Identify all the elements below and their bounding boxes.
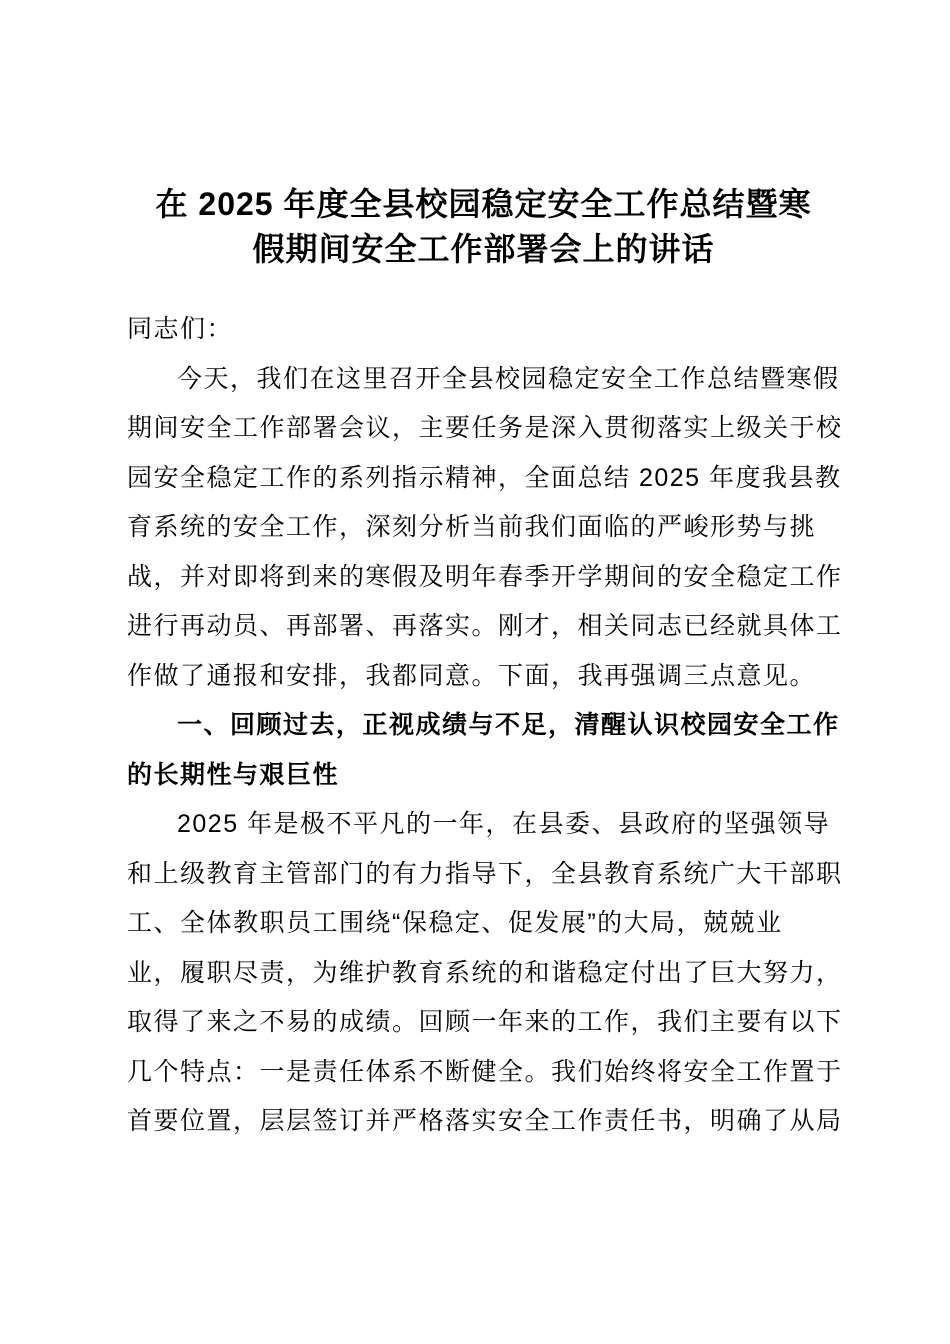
paragraph-2-line: 工、全体教职员工围绕“保稳定、促发展”的大局，兢兢业	[127, 909, 783, 937]
section-heading-line: 一、回顾过去，正视成绩与不足，清醒认识校园安全工作	[177, 711, 840, 739]
paragraph-2-line: 几个特点：一是责任体系不断健全。我们始终将安全工作置于	[127, 1057, 843, 1086]
paragraph-2-line: 和上级教育主管部门的有力指导下，全县教育系统广大干部职	[127, 859, 843, 888]
section-heading-line: 的长期性与艰巨性	[127, 760, 340, 789]
paragraph-2-line: 业，履职尽责，为维护教育系统的和谐稳定付出了巨大努力，	[127, 958, 843, 987]
paragraph-2-line: 首要位置，层层签订并严格落实安全工作责任书，明确了从局	[127, 1107, 843, 1135]
paragraph-1-line: 作做了通报和安排，我都同意。下面，我再强调三点意见。	[127, 661, 817, 690]
paragraph-2-line: 2025 年是极不平凡的一年，在县委、县政府的坚强领导	[177, 810, 831, 838]
paragraph-1-line: 战，并对即将到来的寒假及明年春季开学期间的安全稳定工作	[127, 562, 843, 591]
document-body	[127, 305, 843, 1147]
paragraph-1-line: 园安全稳定工作的系列指示精神，全面总结 2025 年度我县教	[127, 463, 842, 492]
paragraph-2-line: 取得了来之不易的成绩。回顾一年来的工作，我们主要有以下	[127, 1008, 843, 1036]
paragraph-1-line: 今天，我们在这里召开全县校园稳定安全工作总结暨寒假	[177, 364, 840, 393]
title-line-2: 假期间安全工作部署会上的讲话	[252, 231, 715, 267]
paragraph-1-line: 育系统的安全工作，深刻分析当前我们面临的严峻形势与挑	[127, 513, 817, 541]
salutation: 同志们：	[127, 315, 234, 343]
title-line-1: 在 2025 年度全县校园稳定安全工作总结暨寒	[155, 186, 812, 222]
paragraph-1-line: 期间安全工作部署会议，主要任务是深入贯彻落实上级关于校	[127, 414, 843, 442]
document-title	[127, 182, 840, 272]
paragraph-1-line: 进行再动员、再部署、再落实。刚才，相关同志已经就具体工	[127, 612, 843, 640]
